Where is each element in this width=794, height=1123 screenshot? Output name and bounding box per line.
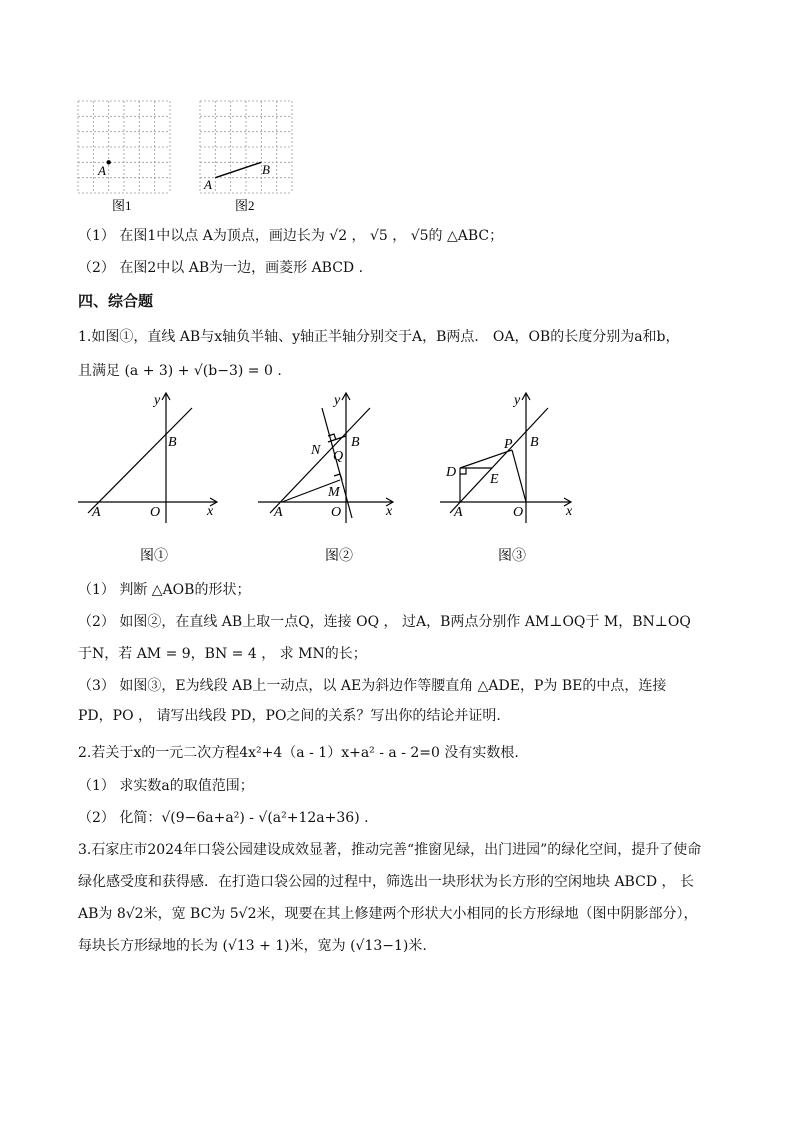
problem-2-question-1: （1） 求实数a的取值范围； — [78, 778, 254, 794]
grid-figure-2 — [200, 101, 292, 213]
point-a-label: A — [204, 177, 212, 192]
problem-1-question-3-line-2: PD，PO ， 请写出线段 PD，PO之间的关系？写出你的结论并证明. — [78, 708, 501, 724]
point-b-label: B — [262, 162, 270, 177]
point-o-label: O — [513, 505, 524, 520]
coordinate-figure-3 — [440, 393, 571, 523]
point-a-label: A — [454, 505, 463, 520]
coordinate-figures — [70, 388, 590, 568]
section-heading: 四、综合题 — [78, 292, 154, 310]
grid-figures — [70, 95, 300, 220]
point-n-label: N — [311, 443, 321, 458]
y-axis-label: y — [154, 393, 161, 408]
point-a-dot — [107, 160, 111, 164]
figure-2-caption: 图2 — [235, 198, 255, 213]
point-q-label: Q — [333, 449, 344, 464]
problem-1-intro-line-2: 且满足 (a + 3) + √(b−3) = 0 . — [78, 363, 282, 379]
figure-2-caption: 图② — [325, 549, 353, 564]
point-o-label: O — [150, 505, 161, 520]
segment-ab — [215, 162, 261, 177]
point-b-label: B — [351, 435, 360, 450]
problem-1-question-1: （1） 判断 △AOB的形状； — [78, 582, 251, 598]
point-b-label: B — [530, 435, 539, 450]
figure-1-caption: 图1 — [112, 198, 132, 213]
problem-3-line-3: AB为 8√2米，宽 BC为 5√2米，现要在其上修建两个形状大小相同的长方形绿地（图中阴影部分）， — [78, 906, 698, 922]
point-b-label: B — [168, 435, 177, 450]
coordinate-figure-1 — [78, 393, 217, 523]
y-axis-label: y — [514, 393, 521, 408]
problem-3-line-2: 绿化感受度和获得感．在打造口袋公园的过程中，筛选出一块形状为长方形的空闲地块 ABCD ， 长 — [78, 874, 694, 890]
problem-1-question-3-line-1: （3） 如图③，E为线段 AB上一动点，以 AE为斜边作等腰直角 △ADE，P为 BE的中点，连接 — [78, 678, 667, 694]
point-o-label: O — [331, 505, 342, 520]
problem-3-line-1: 3.石家庄市2024年口袋公园建设成效显著，推动完善“推窗见绿，出门进园”的绿化空间，提升了使命 — [78, 842, 702, 858]
line-ab — [88, 408, 192, 513]
y-axis-label: y — [334, 393, 341, 408]
x-axis-label: x — [386, 504, 393, 519]
problem-1-question-2-line-1: （2） 如图②，在直线 AB上取一点Q，连接 OQ ， 过A，B两点分别作 AM⊥OQ于 M，BN⊥OQ — [78, 614, 691, 630]
point-a-label: A — [92, 505, 101, 520]
problem-1-question-2-line-2: 于N，若 AM = 9，BN = 4 ， 求 MN的长； — [78, 646, 367, 662]
segment-dp — [460, 450, 512, 468]
figure-1-caption: 图① — [140, 549, 168, 564]
coordinate-figure-2 — [258, 393, 393, 523]
grid-question-2: （2） 在图2中以 AB为一边，画菱形 ABCD . — [78, 260, 364, 276]
point-a-label: A — [274, 505, 283, 520]
problem-1-intro-line-1: 1.如图①，直线 AB与x轴负半轴、y轴正半轴分别交于A，B两点． OA，OB的长度分别为a和b， — [78, 329, 680, 345]
line-ab — [450, 408, 548, 513]
x-axis-label: x — [207, 504, 214, 519]
grid-question-1: （1） 在图1中以点 A为顶点，画边长为 √2 ， √5 ， √5的 △ABC； — [78, 228, 504, 244]
problem-2-intro: 2.若关于x的一元二次方程4x²+4（a - 1）x+a² - a - 2=0 没有实数根. — [78, 745, 519, 761]
x-axis-label: x — [566, 504, 573, 519]
point-m-label: M — [328, 485, 340, 500]
grid-figure-1 — [78, 101, 170, 213]
problem-2-question-2: （2） 化简：√(9−6a+a²) - √(a²+12a+36) . — [78, 810, 369, 826]
figure-3-caption: 图③ — [498, 549, 526, 564]
point-a-label: A — [98, 163, 106, 178]
point-e-label: E — [490, 472, 499, 487]
problem-3-line-4: 每块长方形绿地的长为 (√13 + 1)米，宽为 (√13−1)米. — [78, 938, 427, 954]
point-p-label: P — [504, 437, 513, 452]
line-ab — [270, 408, 370, 513]
point-d-label: D — [446, 465, 457, 480]
segment-po — [512, 450, 526, 502]
